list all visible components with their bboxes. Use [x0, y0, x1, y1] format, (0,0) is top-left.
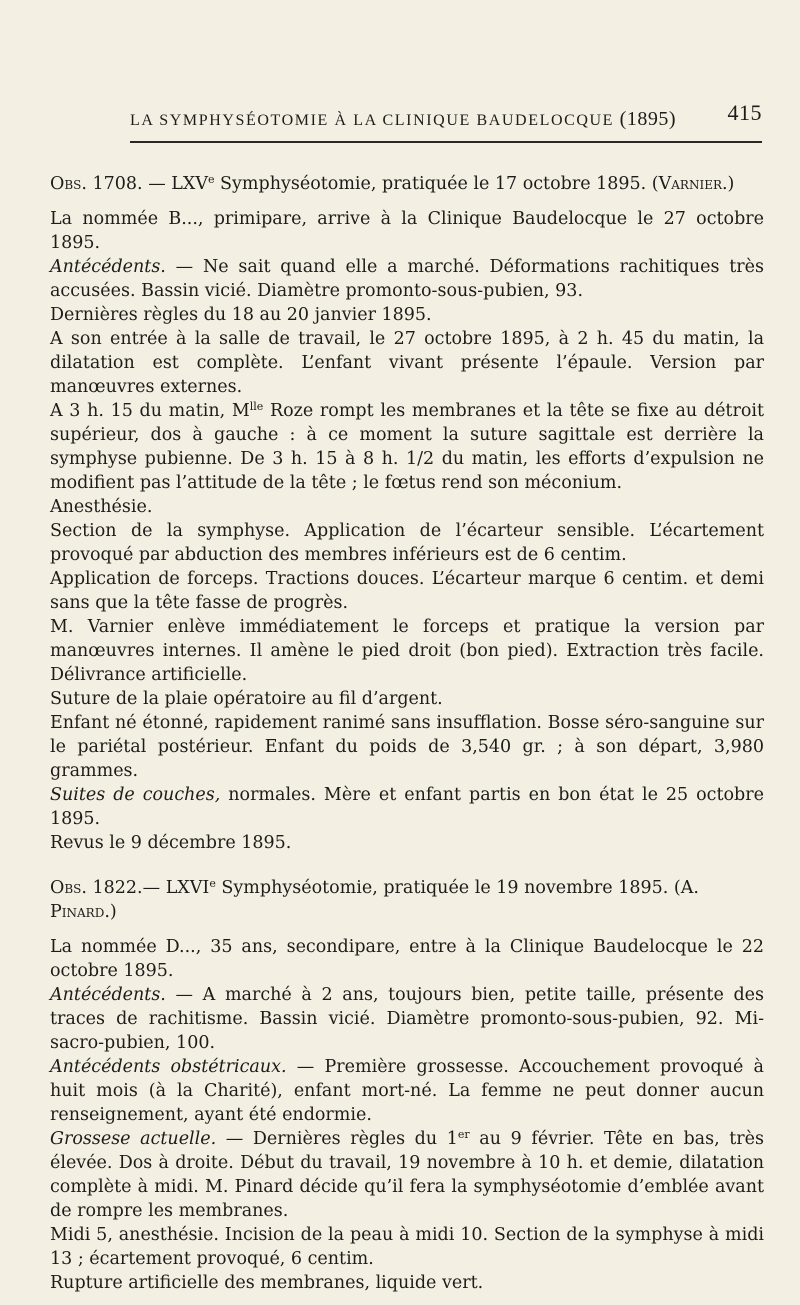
paragraph-label: Antécédents.	[50, 985, 166, 1005]
obs-close: .)	[721, 174, 735, 194]
body-text	[50, 172, 764, 1295]
paragraph-text: normales. Mère et enfant partis en bon état le 25 octobre 1895.	[50, 785, 764, 829]
paragraph-sup: er	[457, 1128, 470, 1141]
paragraph	[50, 983, 764, 1055]
paragraph-sup: lle	[249, 400, 264, 413]
paragraph	[50, 399, 764, 495]
paragraph	[50, 255, 764, 303]
obs-number: — LXVI	[142, 878, 210, 898]
obs-1822-heading	[50, 876, 764, 924]
obs-1708-heading	[50, 172, 764, 196]
paragraph-text: au 9 février. Tête en bas, très élevée. Dos à droite. Début du travail, 19 novembre à 10 h. et demie, dilatation complète à midi. M. Pinard décide qu’il fera la symphyséotomie d’emblée avant de rompre les membranes.	[50, 1129, 765, 1221]
paragraph: A son entrée à la salle de travail, le 27 octobre 1895, à 2 h. 45 du matin, la dilatation est complète. L’enfant vivant présente l’épaule. Version par manœuvres externes.	[50, 329, 764, 397]
obs-title: Symphyséotomie, pratiquée le 19 novembre 1895. (A.	[215, 878, 699, 898]
paragraph	[50, 1055, 764, 1127]
paragraph: Enfant né étonné, rapidement ranimé sans insufflation. Bosse séro-sanguine sur le pariétal postérieur. Enfant du poids de 3,540 gr. ; à son départ, 3,980 grammes.	[50, 713, 764, 781]
obs-label: Obs. 1708.	[50, 174, 143, 194]
obs-label: Obs. 1822.	[50, 878, 143, 898]
paragraph: Section de la symphyse. Application de l’écarteur sensible. L’écartement provoqué par abduction des membres inférieurs est de 6 centim.	[50, 521, 764, 565]
running-title-text: LA SYMPHYSÉOTOMIE À LA CLINIQUE BAUDELOCQUE	[130, 112, 615, 129]
running-title	[130, 108, 676, 131]
paragraph-text: — Dernières règles du 1	[216, 1129, 458, 1149]
paragraph: La nommée D..., 35 ans, secondipare, entre à la Clinique Baudelocque le 22 octobre 1895.	[50, 937, 764, 981]
obs-number-sup: e	[207, 173, 215, 186]
paragraph: Anesthésie.	[50, 497, 153, 517]
paragraph	[50, 783, 764, 831]
paragraph-label: Antécédents obstétricaux.	[50, 1057, 287, 1077]
paragraph: Application de forceps. Tractions douces. L’écarteur marque 6 centim. et demi sans que la tête fasse de progrès.	[50, 569, 764, 613]
paragraph: Dernières règles du 18 au 20 janvier 1895.	[50, 305, 432, 325]
header-rule	[130, 141, 762, 143]
obs-number-sup: e	[209, 877, 216, 890]
obs-author: Pinard	[50, 902, 105, 922]
paragraph: Rupture artificielle des membranes, liquide vert.	[50, 1273, 484, 1293]
paragraph: Revus le 9 décembre 1895.	[50, 833, 292, 853]
paragraph-label: Antécédents.	[50, 257, 166, 277]
paragraph-text: Roze rompt les membranes et la tête se fixe au détroit supérieur, dos à gauche : à ce moment la suture sagittale est derrière la symphyse pubienne. De 3 h. 15 à 8 h. 1/2 du matin, les efforts d’expulsion ne modifient pas l’attitude de la tête ; le fœtus rend son méconium.	[50, 401, 764, 493]
paragraph: Suture de la plaie opératoire au fil d’argent.	[50, 689, 443, 709]
paragraph-text: — Première grossesse. Accouchement provoqué à huit mois (à la Charité), enfant mort-né. La femme ne peut donner aucun renseignement, ayant été endormie.	[50, 1057, 764, 1125]
paragraph: La nommée B..., primipare, arrive à la Clinique Baudelocque le 27 octobre 1895.	[50, 209, 764, 253]
paragraph: M. Varnier enlève immédiatement le forceps et pratique la version par manœuvres internes. Il amène le pied droit (bon pied). Extraction très facile. Délivrance artificielle.	[50, 617, 764, 685]
paragraph-text: — A marché à 2 ans, toujours bien, petite taille, présente des traces de rachitisme. Bassin vicié. Diamètre promonto-sous-pubien, 92. Mi-sacro-pubien, 100.	[50, 985, 764, 1053]
obs-author: Varnier	[658, 174, 722, 194]
paragraph: Midi 5, anesthésie. Incision de la peau à midi 10. Section de la symphyse à midi 13 ; écartement provoqué, 6 centim.	[50, 1225, 764, 1269]
obs-number: — LXV	[142, 174, 208, 194]
page-header	[130, 102, 762, 136]
paragraph-text: A 3 h. 15 du matin, M	[50, 401, 250, 421]
paragraph-text: — Ne sait quand elle a marché. Déformations rachitiques très accusées. Bassin vicié. Diamètre promonto-sous-pubien, 93.	[50, 257, 764, 301]
paragraph-label: Suites de couches,	[50, 785, 221, 805]
page-number: 415	[727, 100, 762, 125]
paragraph	[50, 1127, 764, 1223]
running-title-year: (1895)	[619, 108, 676, 130]
obs-close: .)	[104, 902, 117, 922]
obs-title: Symphyséotomie, pratiquée le 17 octobre 1895. (	[214, 174, 659, 194]
paragraph-label: Grossese actuelle.	[50, 1129, 217, 1149]
